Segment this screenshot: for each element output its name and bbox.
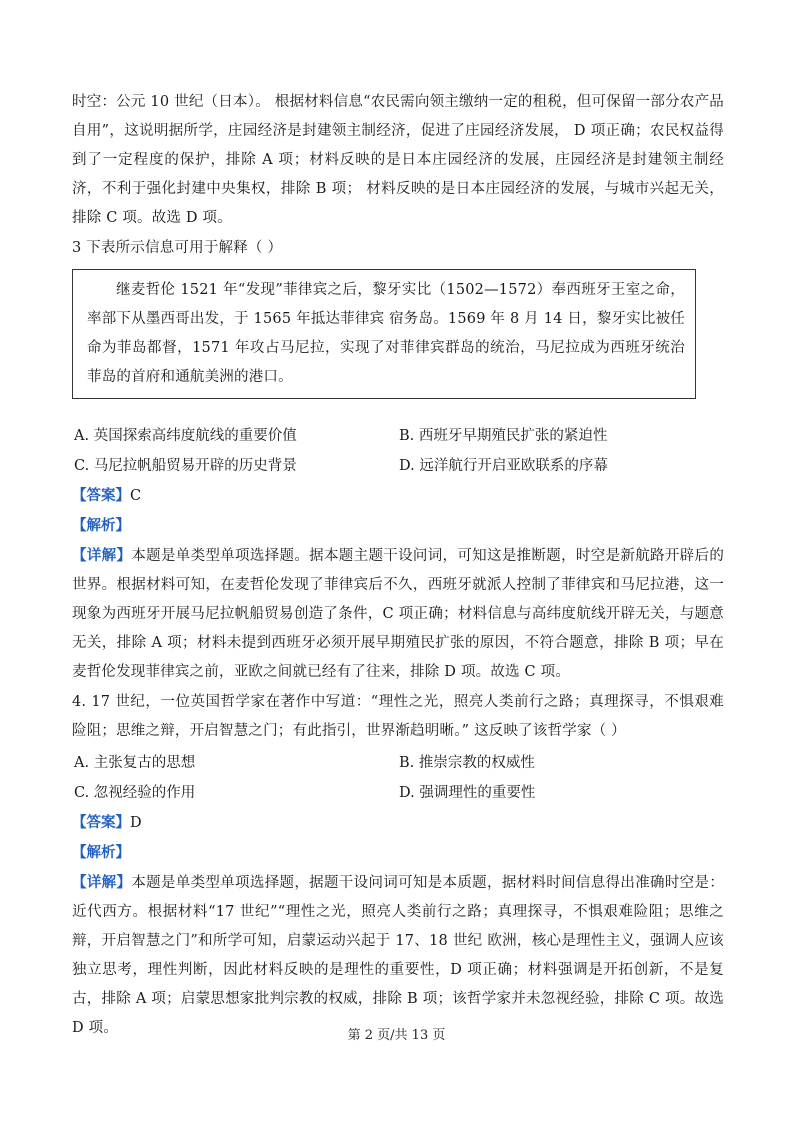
q3-analysis-label: 解析 xyxy=(86,517,116,534)
q4-option-d[interactable]: D. 强调理性的重要性 xyxy=(399,785,536,801)
q4-answer-value: D xyxy=(130,815,142,831)
document-page xyxy=(72,88,724,1043)
q3-option-b[interactable]: B. 西班牙早期殖民扩张的紧迫性 xyxy=(399,428,608,444)
q4-analysis-label: 解析 xyxy=(86,844,116,861)
q4-option-b[interactable]: B. 推崇宗教的权威性 xyxy=(399,755,535,771)
q3-answer: 【答案】C xyxy=(72,487,142,504)
q4-analysis-heading: 【解析】 xyxy=(72,844,130,861)
q4-detail-label: 详解 xyxy=(86,874,117,891)
q4-answer-label: 答案 xyxy=(86,814,116,831)
q4-options xyxy=(72,748,724,808)
q3-option-a[interactable]: A. 英国探索高纬度航线的重要价值 xyxy=(74,428,297,444)
q3-option-c[interactable]: C. 马尼拉帆船贸易开辟的历史背景 xyxy=(74,458,297,474)
q2-analysis-tail: 时空：公元 10 世纪（日本）。 根据材料信息“农民需向领主缴纳一定的租税，但可保留一部分农产品自用”，这说明据所学，庄园经济是封建领主制经济，促进了庄园经济发展， D 项正确；农民权益得到了一定程度的保护，排除 A 项；材料反映的是日本庄园经济的发展，庄园经济是封建领主制经济，不利于强化封建中央集权，排除 B 项； 材料反映的是日本庄园经济的发展，与城市兴起无关，排除 C 项。故选 D 项。 xyxy=(72,94,724,226)
q4-option-c[interactable]: C. 忽视经验的作用 xyxy=(74,785,196,801)
q3-option-d[interactable]: D. 远洋航行开启亚欧联系的序幕 xyxy=(399,458,608,474)
page-footer: 第 2 页/共 13 页 xyxy=(347,1028,446,1043)
q3-detail: 【详解】本题是单类型单项选择题。据本题主题干设问词，可知这是推断题，时空是新航路开辟后的世界。根据材料可知，在麦哲伦发现了菲律宾后不久，西班牙就派人控制了菲律宾和马尼拉港，这一现象为西班牙开展马尼拉帆船贸易创造了条件，C 项正确；材料信息与高纬度航线开辟无关，与题意无关，排除 A 项；材料未提到西班牙必须开展早期殖民扩张的原因，不符合题意，排除 B 项；早在麦哲伦发现菲律宾之前，亚欧之间就已经有了往来，排除 D 项。故选 C 项。 xyxy=(72,547,725,680)
q3-analysis-heading: 【解析】 xyxy=(72,517,130,534)
q4-detail: 【详解】本题是单类型单项选择题，据题干设问词可知是本质题，据材料时间信息得出准确时空是：近代西方。根据材料“17 世纪”“理性之光，照亮人类前行之路；真理探寻，不惧艰难险阻；思维之辩，开启智慧之门”和所学可知，启蒙运动兴起于 17、18 世纪 欧洲，核心是理性主义，强调人应该独立思考，理性判断，因此材料反映的是理性的重要性，D 项正确；材料强调是开拓创新，不是复古，排除 A 项；启蒙思想家批判宗教的权威，排除 B 项；该哲学家并未忽视经验，排除 C 项。故选 D 项。 xyxy=(72,874,725,1036)
q3-material-box xyxy=(72,269,696,399)
q3-detail-text: 本题是单类型单项选择题。据本题主题干设问词，可知这是推断题，时空是新航路开辟后的世界。根据材料可知，在麦哲伦发现了菲律宾后不久，西班牙就派人控制了菲律宾和马尼拉港，这一现象为西班牙开展马尼拉帆船贸易创造了条件，C 项正确；材料信息与高纬度航线开辟无关，与题意无关，排除 A 项；材料未提到西班牙必须开展早期殖民扩张的原因，不符合题意，排除 B 项；早在麦哲伦发现菲律宾之前，亚欧之间就已经有了往来，排除 D 项。故选 C 项。 xyxy=(72,548,725,680)
q4-option-a[interactable]: A. 主张复古的思想 xyxy=(74,755,196,771)
q4-stem: 4. 17 世纪，一位英国哲学家在著作中写道：“理性之光，照亮人类前行之路；真理探寻，不惧艰难险阻；思维之辩，开启智慧之门；有此指引，世界渐趋明晰。” 这反映了该哲学家（ ） xyxy=(72,694,724,739)
q3-options xyxy=(72,421,724,481)
q3-stem: 3 下表所示信息可用于解释（ ） xyxy=(72,240,283,256)
q3-answer-label: 答案 xyxy=(86,487,116,504)
q3-material-text: 继麦哲伦 1521 年“发现”菲律宾之后，黎牙实比（1502—1572）奉西班牙王室之命，率部下从墨西哥出发，于 1565 年抵达菲律宾 宿务岛。1569 年 8 月 14 日，黎牙实比被任命为菲岛都督，1571 年攻占马尼拉，实现了对菲律宾群岛的统治，马尼拉成为西班牙统治菲岛的首府和通航美洲的港口。 xyxy=(87,282,685,385)
q4-detail-text: 本题是单类型单项选择题，据题干设问词可知是本质题，据材料时间信息得出准确时空是：近代西方。根据材料“17 世纪”“理性之光，照亮人类前行之路；真理探寻，不惧艰难险阻；思维之辩，开启智慧之门”和所学可知，启蒙运动兴起于 17、18 世纪 欧洲，核心是理性主义，强调人应该独立思考，理性判断，因此材料反映的是理性的重要性，D 项正确；材料强调是开拓创新，不是复古，排除 A 项；启蒙思想家批判宗教的权威，排除 B 项；该哲学家并未忽视经验，排除 C 项。故选 D 项。 xyxy=(72,875,725,1036)
q3-detail-label: 详解 xyxy=(86,547,117,564)
q4-answer: 【答案】D xyxy=(72,814,142,831)
q3-answer-value: C xyxy=(130,488,142,504)
